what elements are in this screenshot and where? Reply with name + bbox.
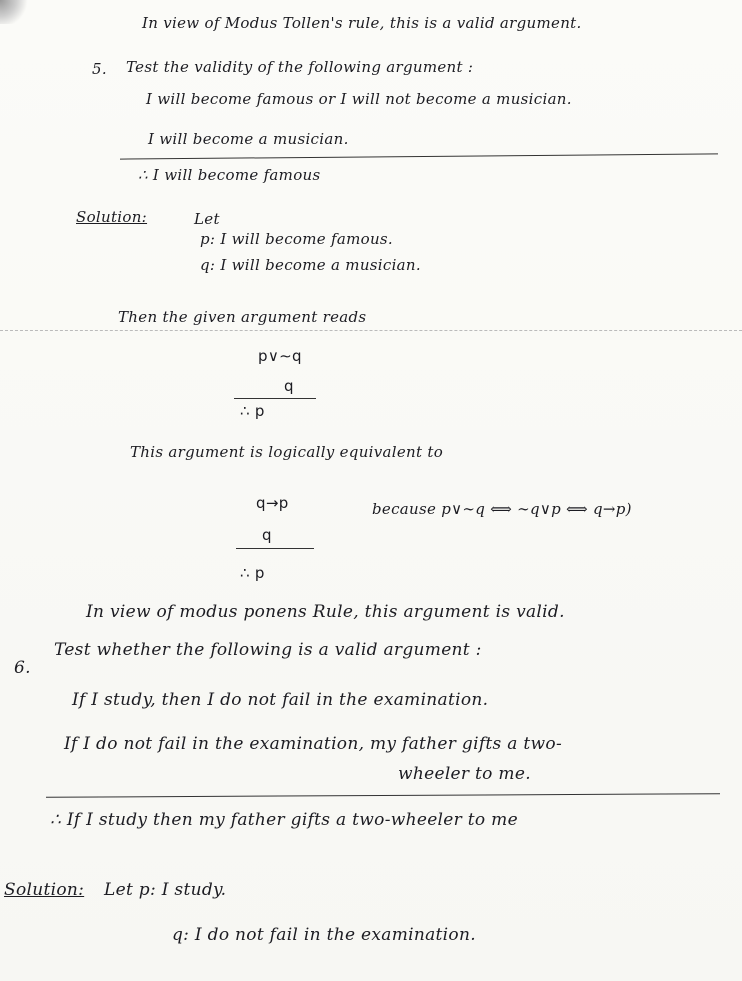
premise-p-or-not-q: p∨∼q — [258, 347, 302, 365]
question-number-5: 5. — [92, 60, 107, 78]
question-6-prompt: Test whether the following is a valid argument : — [54, 640, 482, 660]
q6-premise-1: If I study, then I do not fail in the examination. — [72, 690, 489, 710]
symbolic-divider-2 — [236, 548, 314, 549]
line-modus-tollens-conclusion: In view of Modus Tollen's rule, this is a valid argument. — [142, 14, 582, 32]
question-5-prompt: Test the validity of the following argument : — [126, 58, 474, 76]
faint-page-crease — [0, 330, 742, 331]
symbolic-conclusion-2: ∴ p — [240, 564, 265, 582]
let-label: Let — [194, 210, 220, 228]
premise-q: q — [284, 377, 294, 395]
page-corner-shadow — [0, 0, 28, 24]
q6-argument-divider — [46, 793, 720, 798]
modus-ponens-conclusion: In view of modus ponens Rule, this argument is valid. — [86, 602, 565, 622]
q6-conclusion: ∴ If I study then my father gifts a two-wheeler to me — [50, 810, 518, 830]
symbolic-conclusion-1: ∴ p — [240, 402, 265, 420]
symbolic-divider-1 — [234, 398, 316, 399]
solution-label: Solution: — [76, 208, 148, 226]
argument-reads-text: Then the given argument reads — [118, 308, 367, 326]
premise-q-implies-p: q→p — [256, 494, 289, 512]
definition-q: q: I will become a musician. — [200, 256, 421, 274]
equivalence-text: This argument is logically equivalent to — [130, 443, 444, 461]
premise-1: I will become famous or I will not become a musician. — [146, 90, 572, 108]
because-justification: because p∨∼q ⟺ ∼q∨p ⟺ q→p) — [372, 500, 632, 518]
premise-q-2: q — [262, 526, 272, 544]
definition-p: p: I will become famous. — [200, 230, 393, 248]
conclusion: ∴ I will become famous — [138, 166, 321, 184]
q6-definition-q: q: I do not fail in the examination. — [172, 925, 476, 945]
premise-2: I will become a musician. — [148, 130, 349, 148]
argument-divider — [120, 153, 718, 159]
q6-premise-2-continued: wheeler to me. — [398, 764, 531, 784]
q6-definition-p: Let p: I study. — [104, 880, 227, 900]
q6-premise-2: If I do not fail in the examination, my father gifts a two- — [64, 734, 562, 754]
question-number-6: 6. — [14, 658, 31, 678]
q6-solution-label: Solution: — [4, 880, 85, 900]
